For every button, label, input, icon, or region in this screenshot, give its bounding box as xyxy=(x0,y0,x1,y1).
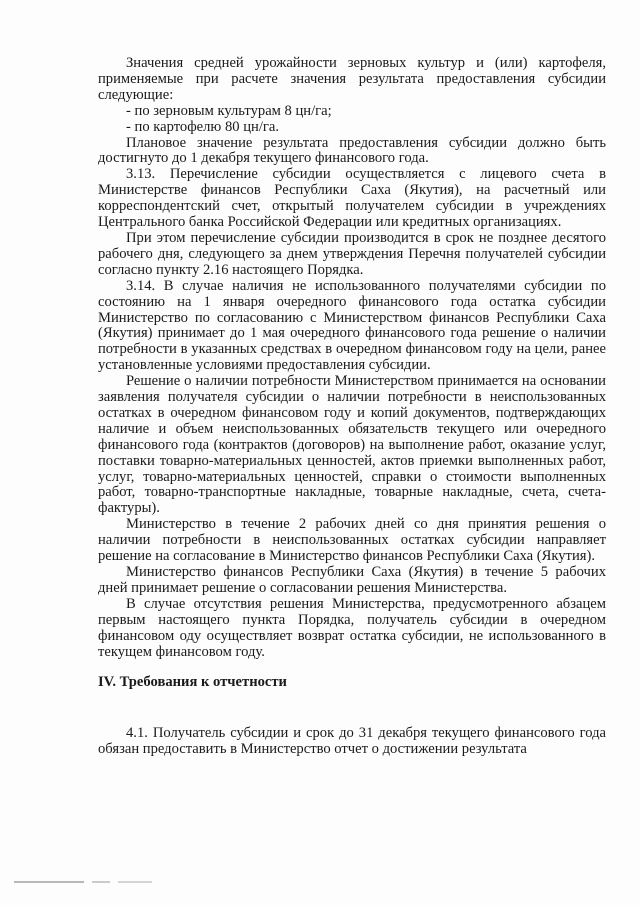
paragraph-planned-value: Плановое значение результата предоставления субсидии должно быть достигнуто до 1 декабря текущего финансового года. xyxy=(98,134,606,167)
spacer xyxy=(98,690,606,726)
spacer xyxy=(98,660,606,674)
section-heading: IV. Требования к отчетности xyxy=(98,674,287,691)
list-item-potato: - по картофелю 80 цн/га. xyxy=(126,118,279,135)
paragraph-3-14: 3.14. В случае наличия не использованного получателями субсидии по состоянию на 1 января очередного финансового года остатка субсидии Министерство по согласованию с Министерством финансов Республики Саха (Якутия) принимает до 1 мая очередного финансового года решение о наличии потребности в указанных средствах в очередном финансовом году на цели, ранее установленные условиями предоставления субсидии. xyxy=(98,277,606,374)
paragraph-ministry-approval: Министерство в течение 2 рабочих дней со дня принятия решения о наличии потребности в неиспользованных остатках субсидии направляет решение на согласование в Министерство финансов Республики Саха (Якутия). xyxy=(98,516,606,565)
paragraph-decision-basis: Решение о наличии потребности Министерством принимается на основании заявления получателя субсидии о наличии потребности в неиспользованных остатках в очередном финансовом году и копий документов, подтверждающих наличие и объем неиспользованных обязательств текущего или очередного финансового года (контрактов (договоров) на выполнение работ, оказание услуг, поставки товарно-материальных ценностей, актов приемки выполненных работ, услуг, товарно-материальных ценностей, справки о стоимости выполненных работ, товарно-транспортные накладные, товарные накладные, счета, счета-фактуры). xyxy=(98,373,606,517)
document-body xyxy=(98,56,606,758)
list-item-grain: - по зерновым культурам 8 цн/га; xyxy=(126,102,332,119)
paragraph-yield-values: Значения средней урожайности зерновых культур и (или) картофеля, применяемые при расчете значения результата предоставления субсидии следующие: xyxy=(98,55,606,103)
paragraph-finance-ministry: Министерство финансов Республики Саха (Якутия) в течение 5 рабочих дней принимает решение о согласовании решения Министерства. xyxy=(98,564,606,596)
paragraph-4-1: 4.1. Получатель субсидии и срок до 31 декабря текущего финансового года обязан предоставить в Министерство отчет о достижении результата xyxy=(98,725,606,758)
paragraph-3-13: 3.13. Перечисление субсидии осуществляется с лицевого счета в Министерстве финансов Республики Саха (Якутия), на расчетный или корреспондентский счет, открытый получателем субсидии в учреждениях Центрального банка Российской Федерации или кредитных организациях. xyxy=(98,166,606,231)
scan-artifact-line xyxy=(14,881,152,883)
paragraph-transfer-deadline: При этом перечисление субсидии производится в срок не позднее десятого рабочего дня, следующего за днем утверждения Перечня получателей субсидии согласно пункту 2.16 настоящего Порядка. xyxy=(98,229,606,278)
paragraph-return-remainder: В случае отсутствия решения Министерства, предусмотренного абзацем первым настоящего пункта Порядка, получатель субсидии в очередном финансовом оду осуществляет возврат остатка субсидии, не использованного в текущем финансовом году. xyxy=(98,595,606,660)
